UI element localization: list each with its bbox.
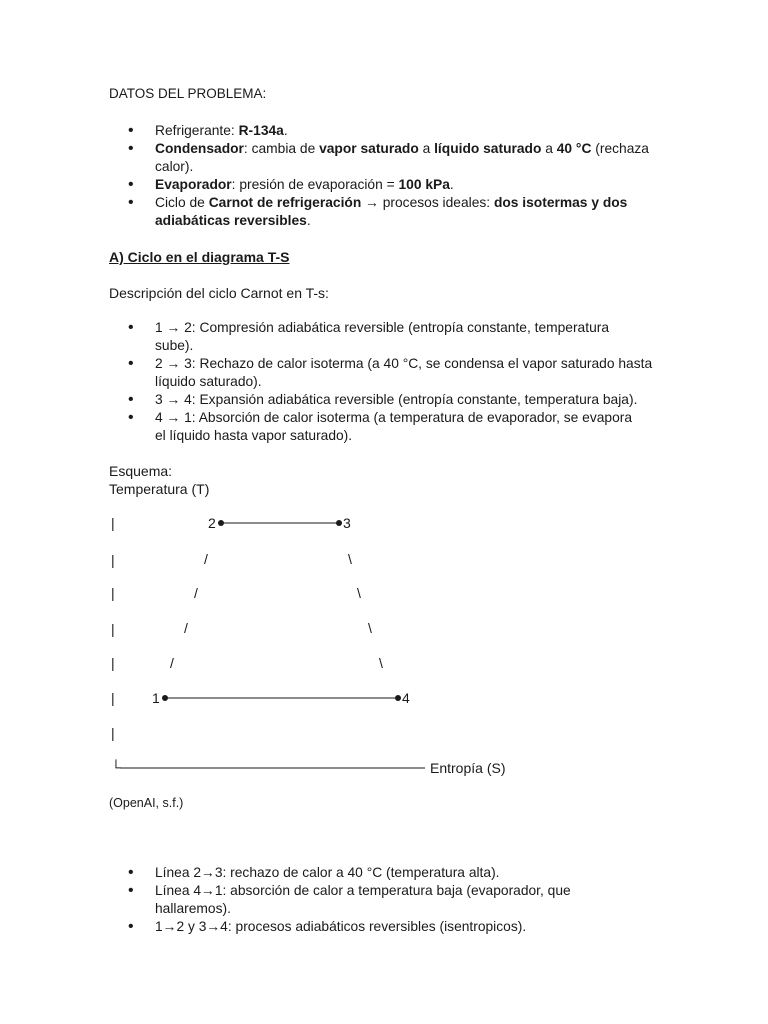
text: : cambia de: [243, 141, 320, 156]
axis-bar: |: [111, 621, 115, 637]
axis-bar: |: [111, 655, 115, 671]
text: : presión de evaporación =: [231, 177, 399, 192]
text: adiabáticas reversibles: [155, 213, 307, 228]
slash-mark: /: [184, 620, 188, 636]
text: Ciclo de: [155, 195, 209, 210]
schema-label: Esquema:: [109, 463, 173, 479]
refrigerant-value: R-134a: [238, 123, 284, 138]
text: .: [449, 177, 454, 192]
text: Línea 2→3: rechazo de calor a 40 °C (temperatura alta).: [155, 865, 500, 880]
backslash-mark: \: [357, 585, 361, 601]
citation: (OpenAI, s.f.): [109, 796, 184, 810]
axis-bar: |: [111, 515, 115, 531]
text: el líquido hasta vapor saturado).: [155, 428, 353, 443]
text: (rechaza: [591, 141, 649, 156]
text: a: [418, 141, 435, 156]
notes-list: [128, 864, 658, 936]
problem-data-heading: DATOS DEL PROBLEMA:: [109, 86, 267, 101]
text: 4 → 1: Absorción de calor isoterma (a temperatura de evaporador, se evapora: [155, 410, 633, 425]
text: Carnot de refrigeración: [208, 195, 362, 210]
section-heading-a: A) Ciclo en el diagrama T-S: [109, 249, 290, 265]
point-2-label: 2: [208, 515, 216, 531]
text: a: [541, 141, 557, 156]
text: .: [283, 123, 288, 138]
label: Condensador: [155, 141, 244, 156]
slash-mark: /: [194, 585, 198, 601]
text: sube).: [155, 338, 194, 353]
point-1-marker: [162, 695, 168, 701]
text: 2 → 3: Rechazo de calor isoterma (a 40 °C, se condensa el vapor saturado hasta: [155, 356, 653, 371]
backslash-mark: \: [368, 620, 372, 636]
cycle-steps-list: [128, 319, 658, 445]
point-1-label: 1: [152, 690, 160, 706]
point-4-marker: [395, 695, 401, 701]
slash-mark: /: [204, 551, 208, 567]
list-item-refrigerant: [128, 122, 658, 140]
text: hallaremos).: [155, 901, 231, 916]
text: calor).: [155, 159, 194, 174]
text: 3 → 4: Expansión adiabática reversible (entropía constante, temperatura baja).: [155, 392, 638, 407]
list-item-note-adiabatic: [128, 918, 658, 936]
list-item-evaporator: [128, 176, 658, 194]
point-4-label: 4: [402, 690, 410, 706]
text: líquido saturado: [434, 141, 542, 156]
list-item-condenser: [128, 140, 658, 176]
label: Evaporador: [155, 177, 232, 192]
axis-bar: |: [111, 585, 115, 601]
text: → procesos ideales:: [361, 195, 494, 210]
list-item-note-4-1: [128, 882, 658, 918]
text: dos isotermas y dos: [493, 195, 628, 210]
axis-bar: |: [111, 690, 115, 706]
text: 1 → 2: Compresión adiabática reversible (entropía constante, temperatura: [155, 320, 610, 335]
list-item-step-4-1: [128, 409, 658, 445]
backslash-mark: \: [348, 551, 352, 567]
cycle-description-title: Descripción del ciclo Carnot en T-s:: [109, 285, 329, 301]
backslash-mark: \: [379, 655, 383, 671]
text: vapor saturado: [319, 141, 419, 156]
text: Línea 4→1: absorción de calor a temperatura baja (evaporador, que: [155, 883, 571, 898]
list-item-step-2-3: [128, 355, 658, 391]
axis-bar: |: [111, 552, 115, 568]
text: 40 °C: [556, 141, 592, 156]
point-3-label: 3: [343, 515, 351, 531]
point-2-marker: [218, 520, 224, 526]
list-item-step-3-4: [128, 391, 658, 409]
text: líquido saturado).: [155, 374, 262, 389]
text: .: [306, 213, 311, 228]
axis-bar: |: [111, 725, 115, 741]
list-item-cycle: [128, 194, 658, 230]
entropy-axis-label: Entropía (S): [430, 760, 506, 776]
point-3-marker: [336, 520, 342, 526]
list-item-note-2-3: [128, 864, 658, 882]
list-item-step-1-2: [128, 319, 658, 355]
text: Refrigerante:: [155, 123, 239, 138]
text: 1→2 y 3→4: procesos adiabáticos reversibles (isentropicos).: [155, 919, 527, 934]
temperature-axis-label: Temperatura (T): [109, 481, 210, 497]
pressure-value: 100 kPa: [398, 177, 450, 192]
slash-mark: /: [170, 655, 174, 671]
problem-data-list: [128, 122, 658, 230]
axis-corner: └: [111, 759, 121, 775]
